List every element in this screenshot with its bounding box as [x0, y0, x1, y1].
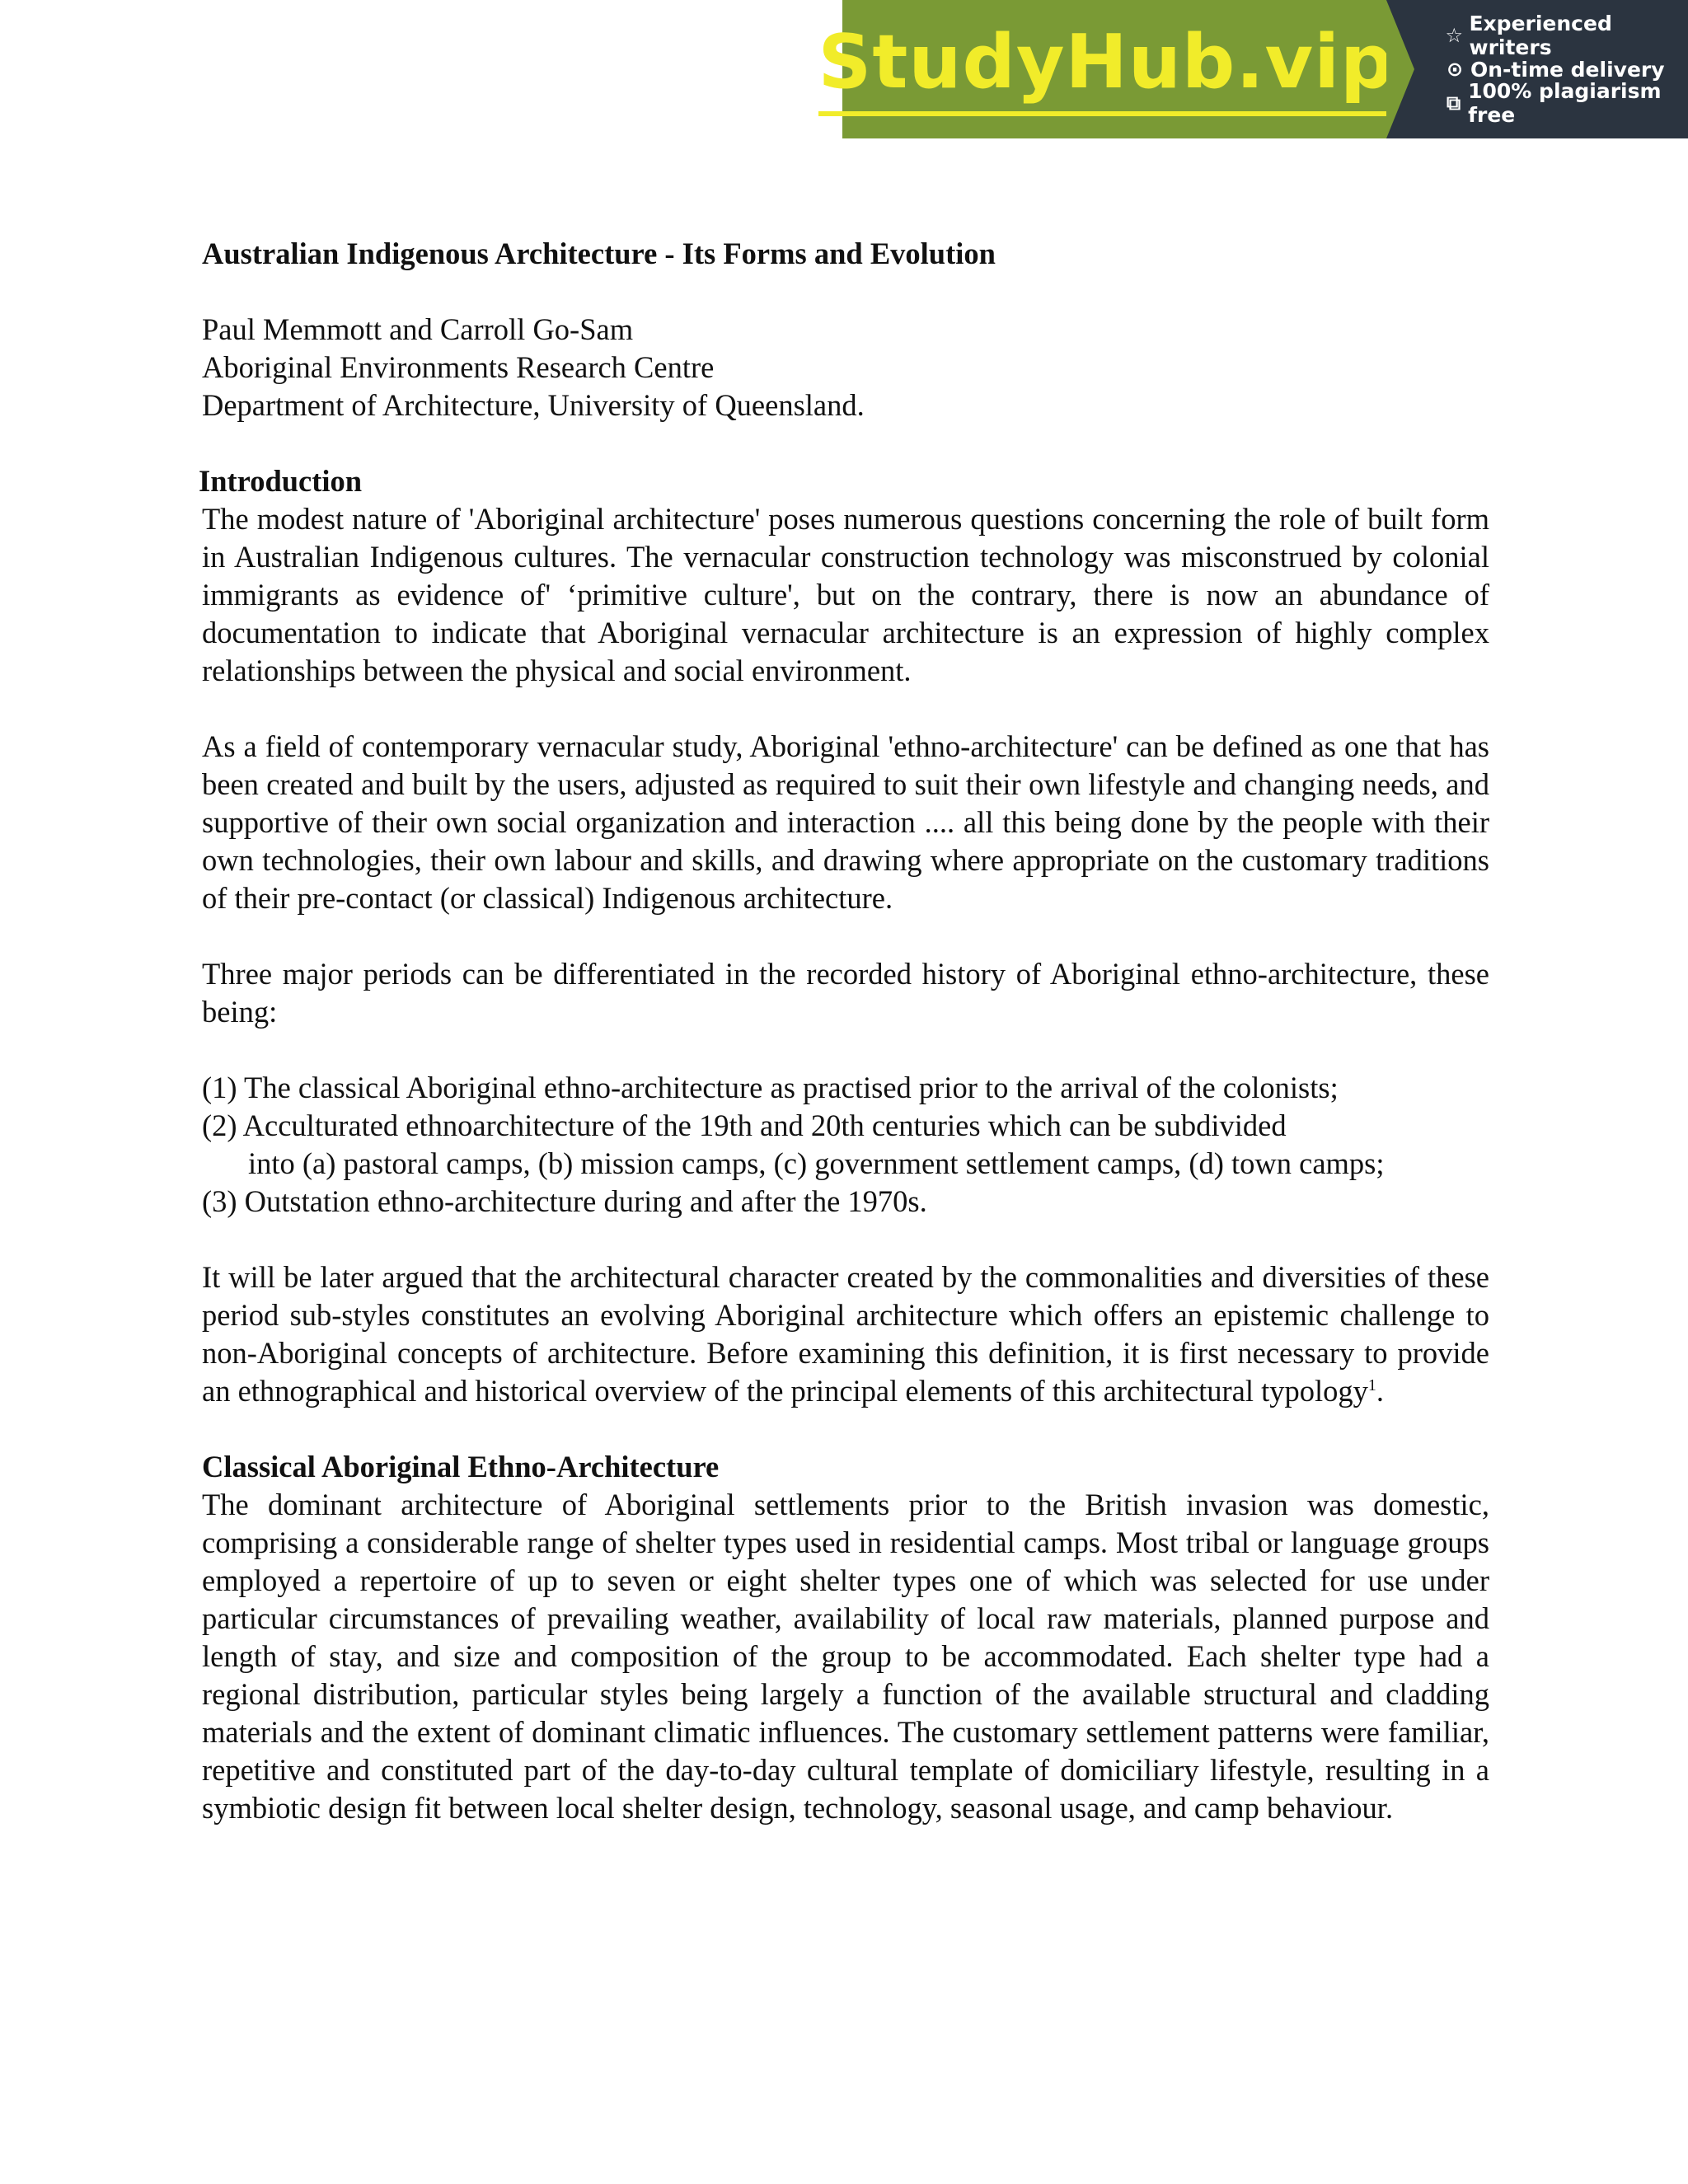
clock-icon: ⊙: [1446, 58, 1464, 81]
section-heading-classical: Classical Aboriginal Ethno-Architecture: [202, 1450, 720, 1483]
paragraph-intro-4-end: .: [1376, 1374, 1385, 1408]
list-item-2-continuation: into (a) pastoral camps, (b) mission camps, (c) government settlement camps, (d) town camps;: [248, 1146, 1385, 1180]
copy-icon: ⧉: [1446, 91, 1461, 115]
feature-label: On-time delivery: [1470, 57, 1665, 82]
paragraph-intro-3: Three major periods can be differentiated in the recorded history of Aboriginal ethno-architecture, these being:: [202, 957, 1489, 1029]
spacer: [202, 273, 1489, 311]
list-item-3: (3) Outstation ethno-architecture during and after the 1970s.: [202, 1184, 927, 1218]
feature-item: [1444, 12, 1688, 59]
paragraph-intro-4-text: It will be later argued that the architectural character created by the commonalities and diversities of these period sub-styles constitutes an evolving Aboriginal architecture which offers an epistemic challenge to non-Aboriginal concepts of architecture. Before examining this definition, it is first necessary to provide an ethnographical and historical overview of the principal elements of this architectural typology: [202, 1260, 1489, 1408]
affiliation-centre: Aboriginal Environments Research Centre: [202, 350, 715, 384]
feature-item: [1444, 79, 1688, 127]
paragraph-classical-1: The dominant architecture of Aboriginal settlements prior to the British invasion was domestic, comprising a considerable range of shelter types used in residential camps. Most tribal or language groups employed a repertoire of up to seven or eight shelter types one of which was selected for use under particular circumstances of prevailing weather, availability of local raw materials, planned purpose and length of stay, and size and composition of the group to be accommodated. Each shelter type had a regional distribution, particular styles being largely a function of the available structural and cladding materials and the extent of dominant climatic influences. The customary settlement patterns were familiar, repetitive and constituted part of the day-to-day cultural template of domiciliary lifestyle, resulting in a symbiotic design fit between local shelter design, technology, seasonal usage, and camp behaviour.: [202, 1488, 1489, 1825]
paragraph-intro-4: [202, 1258, 1489, 1410]
footnote-reference[interactable]: 1: [1367, 1376, 1376, 1394]
list-item-2: (2) Acculturated ethnoarchitecture of the 19th and 20th centuries which can be subdivided: [202, 1108, 1287, 1142]
ad-banner[interactable]: [818, 0, 1688, 138]
feature-label: Experienced writers: [1469, 12, 1612, 59]
document-body: [199, 235, 1489, 1827]
feature-label: 100% plagiarism free: [1468, 79, 1662, 127]
list-item-1: (1) The classical Aboriginal ethno-architecture as practised prior to the arrival of the colonists;: [202, 1071, 1339, 1104]
spacer: [202, 1221, 1489, 1258]
spacer: [202, 917, 1489, 955]
paragraph-intro-1: The modest nature of 'Aboriginal architecture' poses numerous questions concerning the role of built form in Australian Indigenous cultures. The vernacular construction technology was misconstrued by colonial immigrants as evidence of' ‘primitive culture', but on the contrary, there is now an abundance of documentation to indicate that Aboriginal vernacular architecture is an expression of highly complex relationships between the physical and social environment.: [202, 502, 1489, 687]
brand-logo[interactable]: StudyHub.vip: [818, 26, 1395, 116]
spacer: [202, 424, 1489, 462]
authors: Paul Memmott and Carroll Go-Sam: [202, 312, 634, 346]
paragraph-intro-2: As a field of contemporary vernacular study, Aboriginal 'ethno-architecture' can be defined as one that has been created and built by the users, adjusted as required to suit their own lifestyle and changing needs, and supportive of their own social organization and interaction .... all this being done by the people with their own technologies, their own labour and skills, and drawing where appropriate on the customary traditions of their pre-contact (or classical) Indigenous architecture.: [202, 729, 1489, 915]
spacer: [202, 690, 1489, 728]
brand-panel[interactable]: [818, 0, 1395, 138]
spacer: [202, 1031, 1489, 1069]
document-title: Australian Indigenous Architecture - Its Forms and Evolution: [202, 237, 996, 270]
star-icon: ☆: [1445, 24, 1463, 47]
spacer: [202, 1410, 1489, 1448]
affiliation-department: Department of Architecture, University of Queensland.: [202, 388, 865, 422]
section-heading-introduction: Introduction: [199, 464, 363, 498]
feature-list: [1386, 0, 1688, 138]
